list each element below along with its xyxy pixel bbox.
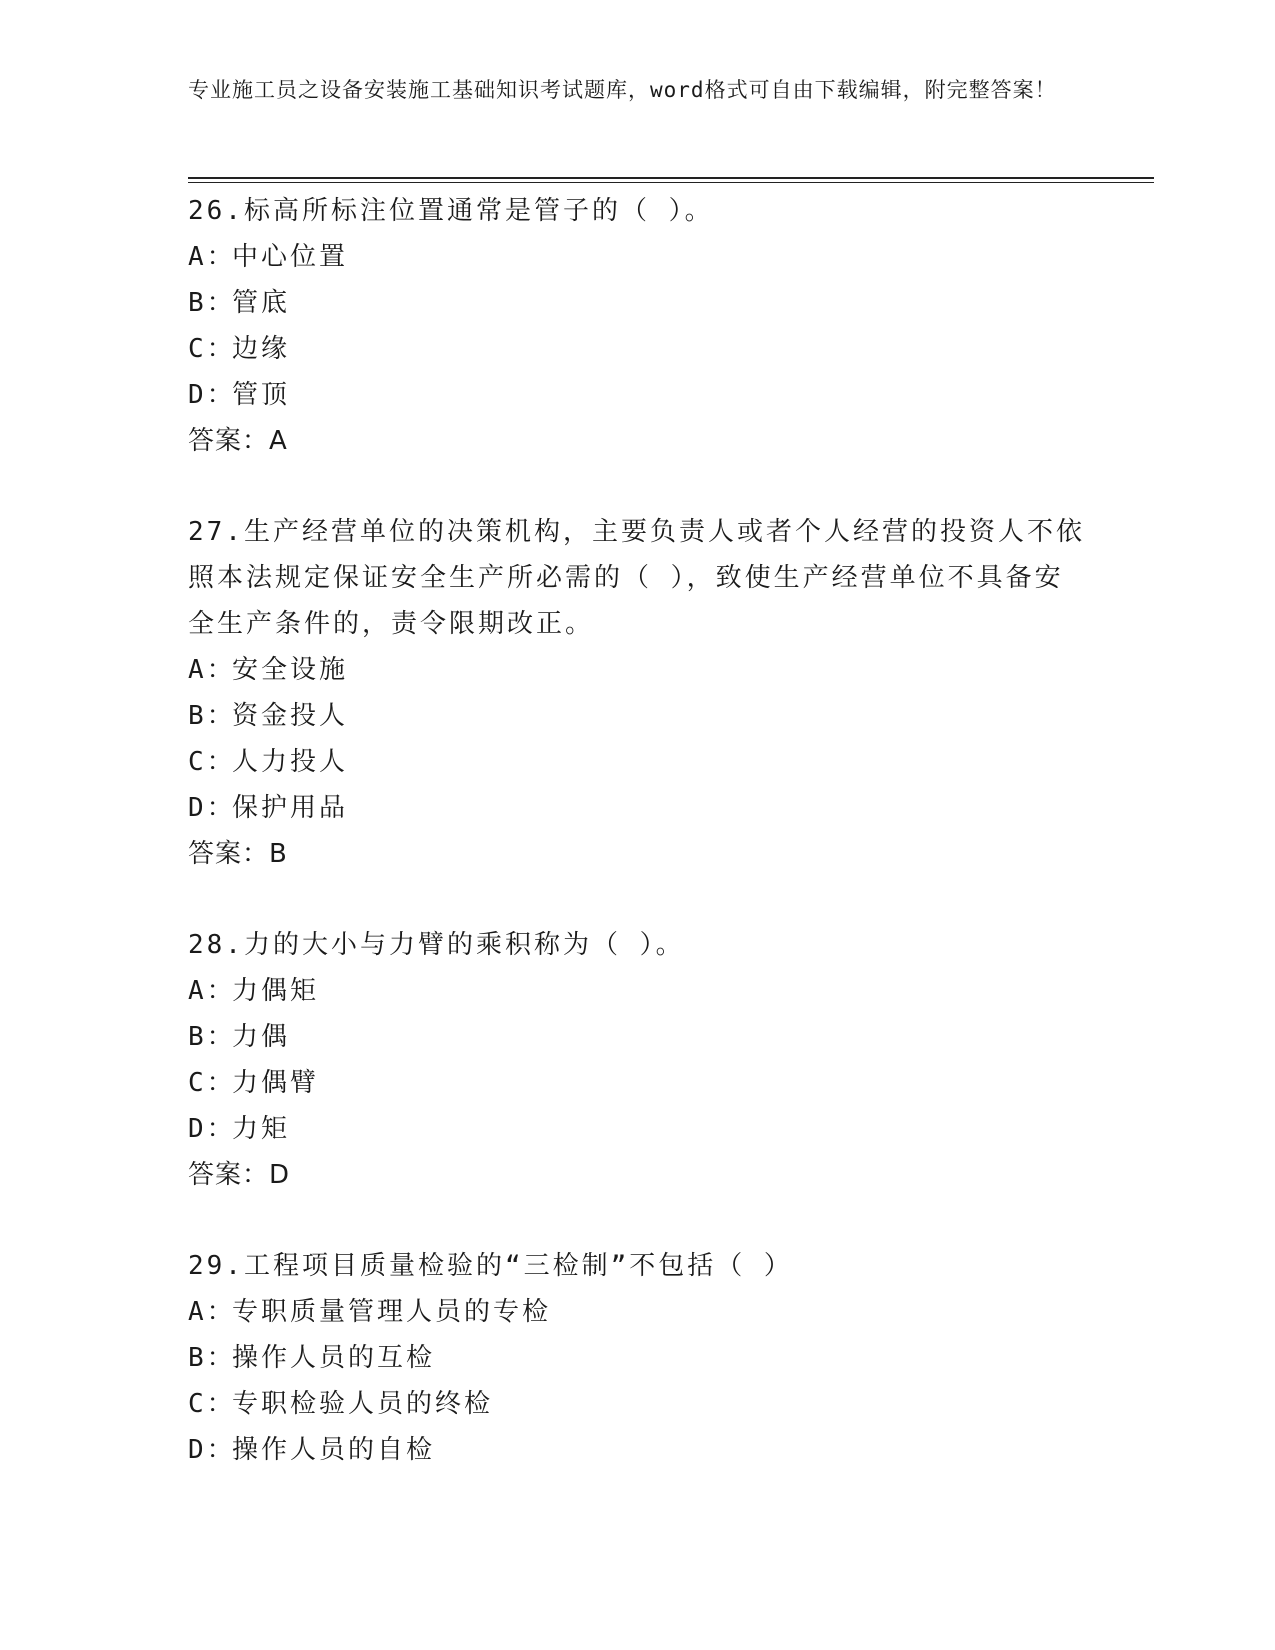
option-key: C： xyxy=(188,1389,236,1419)
option-text: 管顶 xyxy=(232,380,291,410)
option-d xyxy=(188,1106,1088,1152)
option-text: 操作人员的自检 xyxy=(232,1435,436,1465)
option-c xyxy=(188,1381,1088,1427)
option-key: A： xyxy=(188,976,236,1006)
option-c xyxy=(188,326,1088,372)
spacer xyxy=(188,877,1088,922)
option-key: D： xyxy=(188,380,236,410)
question-26 xyxy=(188,188,1088,464)
option-text: 人力投人 xyxy=(232,747,349,777)
option-key: C： xyxy=(188,1068,236,1098)
option-a xyxy=(188,1289,1088,1335)
option-b xyxy=(188,280,1088,326)
answer-line: 答案：D xyxy=(188,1160,291,1190)
option-key: A： xyxy=(188,1297,236,1327)
option-key: D： xyxy=(188,1114,236,1144)
option-key: D： xyxy=(188,793,236,823)
option-text: 力偶臂 xyxy=(232,1068,320,1098)
spacer xyxy=(188,464,1088,509)
option-text: 管底 xyxy=(232,288,291,318)
question-text: 26.标高所标注位置通常是管子的（ ）。 xyxy=(188,196,714,226)
option-text: 力偶矩 xyxy=(232,976,320,1006)
option-key: B： xyxy=(188,288,236,318)
option-text: 安全设施 xyxy=(232,655,349,685)
question-29 xyxy=(188,1243,1088,1473)
option-key: A： xyxy=(188,655,236,685)
option-b xyxy=(188,693,1088,739)
option-d xyxy=(188,372,1088,418)
header-divider-thick xyxy=(188,177,1154,179)
option-text: 中心位置 xyxy=(232,242,349,272)
option-key: B： xyxy=(188,701,236,731)
option-text: 专职质量管理人员的专检 xyxy=(232,1297,552,1327)
option-text: 保护用品 xyxy=(232,793,349,823)
option-b xyxy=(188,1014,1088,1060)
question-list xyxy=(188,188,1088,1473)
answer-line: 答案：A xyxy=(188,426,288,456)
option-text: 力偶 xyxy=(232,1022,291,1052)
option-key: B： xyxy=(188,1343,236,1373)
option-key: B： xyxy=(188,1022,236,1052)
option-a xyxy=(188,647,1088,693)
question-27 xyxy=(188,509,1088,877)
option-a xyxy=(188,234,1088,280)
header-divider-thin xyxy=(188,182,1154,183)
question-text: 28.力的大小与力臂的乘积称为（ ）。 xyxy=(188,930,685,960)
option-b xyxy=(188,1335,1088,1381)
option-text: 专职检验人员的终检 xyxy=(232,1389,494,1419)
option-a xyxy=(188,968,1088,1014)
option-text: 边缘 xyxy=(232,334,291,364)
spacer xyxy=(188,1198,1088,1243)
option-c xyxy=(188,1060,1088,1106)
option-key: C： xyxy=(188,334,236,364)
option-text: 操作人员的互检 xyxy=(232,1343,436,1373)
option-text: 力矩 xyxy=(232,1114,291,1144)
option-key: D： xyxy=(188,1435,236,1465)
option-c xyxy=(188,739,1088,785)
question-text: 29.工程项目质量检验的“三检制”不包括（ ） xyxy=(188,1251,793,1281)
option-d xyxy=(188,1427,1088,1473)
option-key: A： xyxy=(188,242,236,272)
option-key: C： xyxy=(188,747,236,777)
option-d xyxy=(188,785,1088,831)
document-header: 专业施工员之设备安装施工基础知识考试题库，word格式可自由下载编辑，附完整答案！ xyxy=(188,78,1057,102)
answer-line: 答案：B xyxy=(188,839,288,869)
option-text: 资金投人 xyxy=(232,701,349,731)
question-text: 27.生产经营单位的决策机构，主要负责人或者个人经营的投资人不依照本法规定保证安全生产所必需的（ ），致使生产经营单位不具备安全生产条件的，责令限期改正。 xyxy=(188,517,1085,639)
question-28 xyxy=(188,922,1088,1198)
